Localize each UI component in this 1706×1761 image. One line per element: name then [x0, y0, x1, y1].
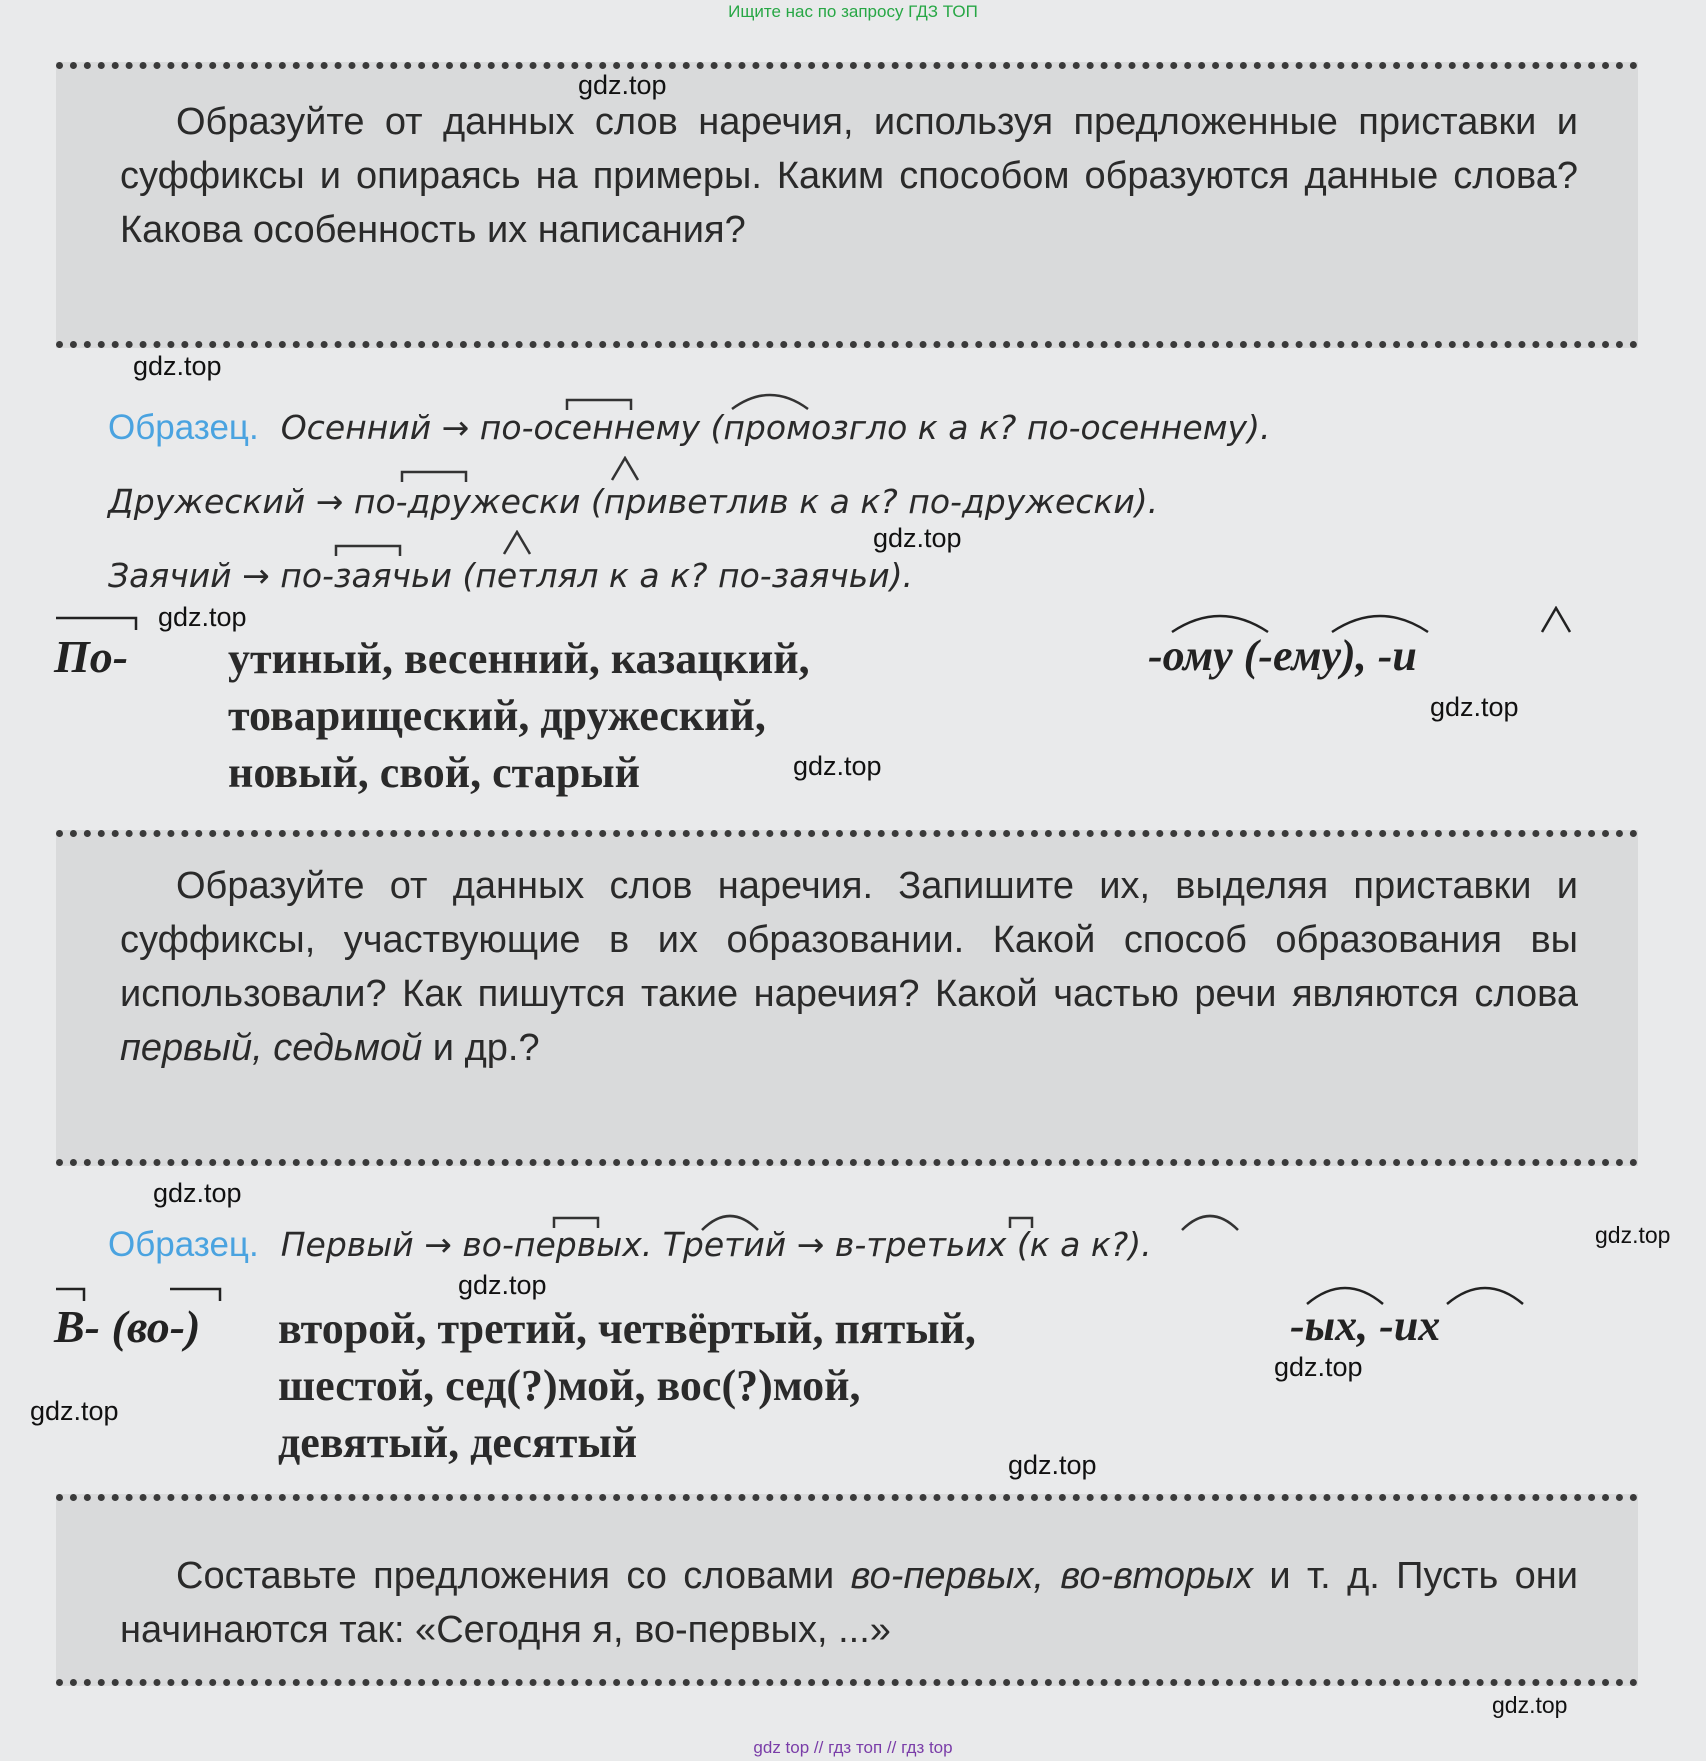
watermark: gdz.top	[1274, 1352, 1363, 1382]
group-2-suffixes: -ых, -их	[1290, 1301, 1441, 1350]
prefix-mark-icon	[552, 1216, 602, 1230]
suffix-arc-icon	[700, 1206, 760, 1232]
watermark: gdz.top	[133, 351, 222, 381]
prefix-mark-icon	[400, 470, 470, 484]
group-1-suffixes: -ому (-ему), -и	[1148, 631, 1417, 680]
sample-2-line-1-text: Первый → во-первых. Третий → в-третьих (к а к?).	[280, 1225, 1152, 1264]
prefix-mark-icon	[565, 398, 635, 412]
watermark: gdz.top	[30, 1396, 119, 1426]
watermark: gdz.top	[1492, 1692, 1568, 1718]
task-2-text	[120, 859, 1578, 1075]
watermark: gdz.top	[793, 751, 882, 781]
sample-1-line-1-text: Осенний → по-осеннему (промозгло к а к? по-осеннему).	[280, 408, 1271, 447]
watermark: gdz.top	[458, 1270, 547, 1300]
task-panel-1	[56, 62, 1638, 348]
watermark: gdz.top	[1430, 692, 1519, 722]
prefix-mark-icon	[334, 544, 404, 558]
task-3-text-start: Составьте предложения со словами	[176, 1555, 851, 1597]
sample-2-label: Образец.	[108, 1225, 259, 1264]
group-1-words	[228, 630, 810, 801]
suffix-caret-icon	[1540, 606, 1572, 634]
sample-1-line-3: Заячий → по-заячьи (петлял к а к? по-заячьи).	[108, 556, 914, 595]
task-panel-2	[56, 830, 1638, 1166]
watermark: gdz.top	[153, 1178, 242, 1208]
sample-1-label: Образец.	[108, 408, 259, 447]
suffix-arc-icon	[1445, 1278, 1525, 1306]
task-1-text: Образуйте от данных слов наречия, используя предложенные приставки и суффиксы и опираясь на примеры. Каким способом образуются данные слова? Какова особенность их написания?	[120, 101, 1578, 251]
suffix-caret-icon	[502, 530, 532, 556]
group-1-line-1: утиный, весенний, казацкий,	[228, 634, 810, 683]
task-3-text-end: и т. д. Пусть они начинаются так: «Сегодня я, во-первых, ...»	[120, 1555, 1578, 1651]
group-1-line-2: товарищеский, дружеский,	[228, 691, 766, 740]
bottom-banner: gdz top // гдз топ // гдз top	[753, 1738, 953, 1757]
top-banner: Ищите нас по запросу ГДЗ ТОП	[728, 2, 978, 21]
sample-1-line-2: Дружеский → по-дружески (приветлив к а к? по-дружески).	[108, 482, 1159, 521]
group-2-prefix: В- (во-)	[54, 1301, 201, 1352]
suffix-arc-icon	[1330, 606, 1430, 634]
task-2-text-italic: первый, седьмой	[120, 1027, 423, 1069]
suffix-arc-icon	[1305, 1278, 1385, 1306]
prefix-mark-icon	[1008, 1216, 1036, 1230]
group-2-line-3: девятый, десятый	[278, 1418, 638, 1467]
task-3-text-italic: во-первых, во-вторых	[850, 1555, 1253, 1597]
group-2-line-2: шестой, сед(?)мой, вос(?)мой,	[278, 1361, 861, 1410]
sample-2-line-1	[108, 1225, 1152, 1265]
group-2-line-1: второй, третий, четвёртый, пятый,	[278, 1304, 976, 1353]
suffix-arc-icon	[1180, 1206, 1240, 1232]
task-2-text-end: и др.?	[422, 1027, 540, 1069]
group-2-words	[278, 1300, 976, 1471]
task-panel-3	[56, 1494, 1638, 1686]
suffix-arc-icon	[1170, 606, 1270, 634]
suffix-caret-icon	[610, 456, 640, 482]
task-3-text	[120, 1549, 1578, 1657]
suffix-arc-icon	[730, 385, 810, 411]
watermark: gdz.top	[158, 602, 247, 632]
watermark: gdz.top	[1595, 1222, 1671, 1248]
task-2-text-start: Образуйте от данных слов наречия. Запишите их, выделяя приставки и суффиксы, участвующие в их образовании. Какой способ образования вы использовали? Как пишутся такие наречия? Какой частью речи являются слова	[120, 865, 1578, 1015]
group-1-prefix: По-	[54, 631, 129, 682]
group-1-line-3: новый, свой, старый	[228, 748, 640, 797]
sample-1-line-1	[108, 408, 1270, 448]
watermark: gdz.top	[873, 523, 962, 553]
watermark: gdz.top	[578, 70, 667, 100]
watermark: gdz.top	[1008, 1450, 1097, 1480]
